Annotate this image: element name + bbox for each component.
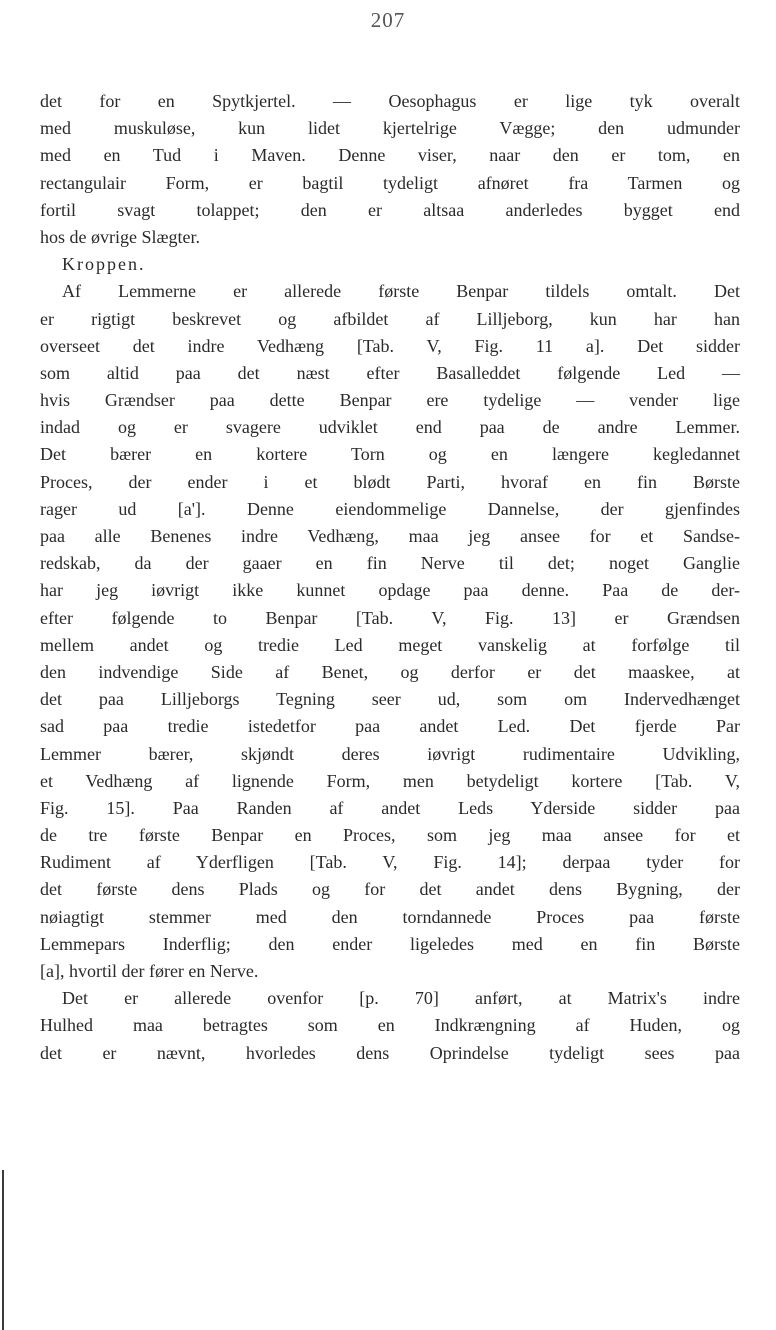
- text-line: Rudiment af Yderfligen [Tab. V, Fig. 14]; derpaa tyder for: [40, 852, 740, 873]
- text-line: indad og er svagere udviklet end paa de andre Lemmer.: [40, 417, 740, 438]
- text-line: Det er allerede ovenfor [p. 70] anført, at Matrix's indre: [62, 988, 740, 1009]
- scan-gutter-line: [2, 1170, 4, 1330]
- text-line: det paa Lilljeborgs Tegning seer ud, som om Indervedhænget: [40, 689, 740, 710]
- text-line: Fig. 15]. Paa Randen af andet Leds Yderside sidder paa: [40, 797, 740, 818]
- text-line: efter følgende to Benpar [Tab. V, Fig. 13] er Grændsen: [40, 607, 740, 628]
- text-line: med en Tud i Maven. Denne viser, naar den er tom, en: [40, 145, 740, 166]
- text-line: rectangulair Form, er bagtil tydeligt afnøret fra Tarmen og: [40, 172, 740, 193]
- text-line: [a], hvortil der fører en Nerve.: [40, 961, 259, 981]
- text-line: paa alle Benenes indre Vedhæng, maa jeg ansee for et Sandse-: [40, 526, 740, 546]
- text-line: et Vedhæng af lignende Form, men betydeligt kortere [Tab. V,: [40, 770, 740, 791]
- text-line: det for en Spytkjertel. — Oesophagus er lige tyk overalt: [40, 91, 740, 111]
- text-line: Proces, der ender i et blødt Parti, hvoraf en fin Børste: [40, 471, 740, 492]
- text-line: har jeg iøvrigt ikke kunnet opdage paa denne. Paa de der-: [40, 580, 740, 601]
- text-line: de tre første Benpar en Proces, som jeg maa ansee for et: [40, 825, 740, 846]
- text-line: overseet det indre Vedhæng [Tab. V, Fig. 11 a]. Det sidder: [40, 335, 740, 356]
- text-line: nøiagtigt stemmer med den torndannede Proces paa første: [40, 906, 740, 927]
- text-line: er rigtigt beskrevet og afbildet af Lilljeborg, kun har han: [40, 308, 740, 329]
- text-line: Lemmer bærer, skjøndt deres iøvrigt rudimentaire Udvikling,: [40, 743, 740, 764]
- text-line: Det bærer en kortere Torn og en længere kegledannet: [40, 444, 740, 465]
- section-heading: Kroppen.: [62, 254, 146, 275]
- text-line: mellem andet og tredie Led meget vanskelig at forfølge til: [40, 634, 740, 655]
- page-number: 207: [370, 8, 406, 32]
- text-line: Hulhed maa betragtes som en Indkrængning af Huden, og: [40, 1015, 740, 1036]
- text-line: sad paa tredie istedetfor paa andet Led. Det fjerde Par: [40, 716, 740, 737]
- text-line: Lemmepars Inderflig; den ender ligeledes med en fin Børste: [40, 933, 740, 954]
- text-line: som altid paa det næst efter Basalleddet følgende Led —: [40, 362, 740, 383]
- text-line: med muskuløse, kun lidet kjertelrige Vægge; den udmunder: [40, 118, 740, 139]
- text-line: den indvendige Side af Benet, og derfor er det maaskee, at: [40, 661, 740, 682]
- text-line: rager ud [a']. Denne eiendommelige Dannelse, der gjenfindes: [40, 498, 740, 519]
- text-line: Af Lemmerne er allerede første Benpar tildels omtalt. Det: [62, 281, 740, 302]
- text-line: hos de øvrige Slægter.: [40, 226, 200, 247]
- text-line: hvis Grændser paa dette Benpar ere tydelige — vender lige: [40, 390, 740, 411]
- body-text: [40, 88, 740, 1067]
- text-line: det første dens Plads og for det andet dens Bygning, der: [40, 879, 740, 900]
- text-line: redskab, da der gaaer en fin Nerve til det; noget Ganglie: [40, 553, 740, 574]
- text-line: det er nævnt, hvorledes dens Oprindelse tydeligt sees paa: [40, 1042, 740, 1063]
- text-line: fortil svagt tolappet; den er altsaa anderledes bygget end: [40, 199, 740, 220]
